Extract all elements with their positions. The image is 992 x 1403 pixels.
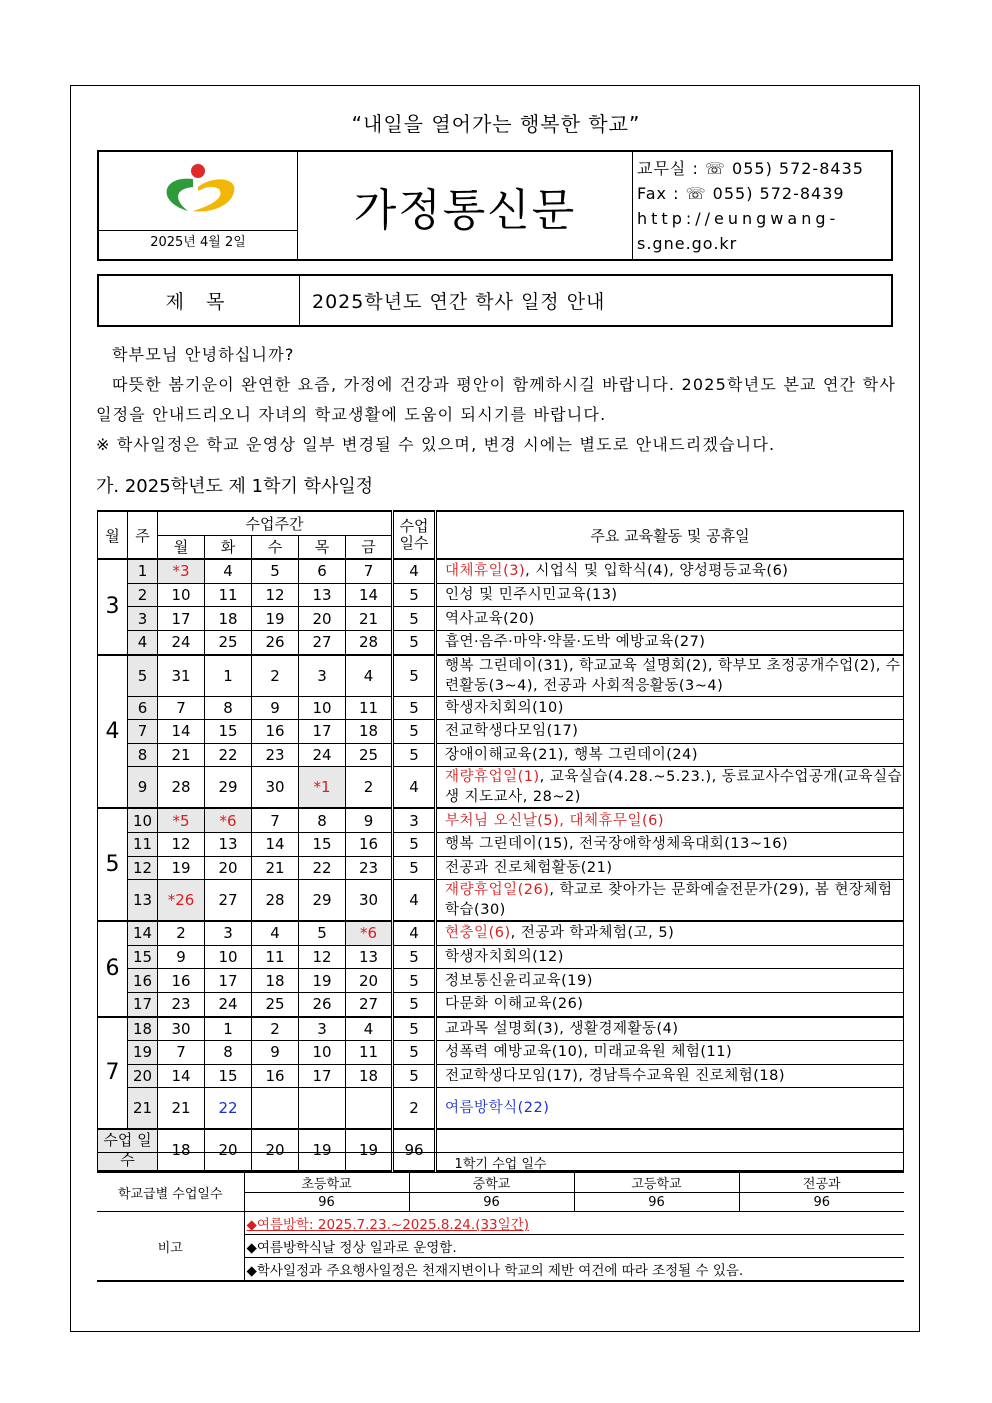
week-number: 6 bbox=[128, 696, 158, 720]
days-high: 96 bbox=[574, 1193, 739, 1212]
date-cell: *6 bbox=[205, 808, 252, 832]
activity-cell bbox=[436, 1088, 904, 1130]
date-cell: 8 bbox=[205, 1041, 252, 1065]
date-cell: *26 bbox=[158, 880, 205, 922]
date-cell: 2 bbox=[252, 655, 299, 697]
date-cell: *5 bbox=[158, 808, 205, 832]
contact-office: 교무실 : ☏ 055) 572-8435 bbox=[637, 158, 864, 178]
date-cell: 4 bbox=[346, 655, 393, 697]
totals-value: 18 bbox=[158, 1129, 205, 1171]
week-number: 17 bbox=[128, 992, 158, 1016]
date-cell: 28 bbox=[252, 880, 299, 922]
date-cell: 29 bbox=[205, 767, 252, 809]
activity-cell bbox=[436, 921, 904, 945]
activity-cell bbox=[436, 1017, 904, 1041]
activity-text: 전교학생다모임(17) bbox=[445, 723, 579, 740]
totals-label: 수업 일수 bbox=[98, 1129, 158, 1171]
activity-cell bbox=[436, 583, 904, 607]
week-number: 11 bbox=[128, 832, 158, 856]
class-days-cell: 5 bbox=[393, 992, 436, 1016]
date-cell: 13 bbox=[346, 945, 393, 969]
date-cell: 11 bbox=[346, 1041, 393, 1065]
schedule-row bbox=[98, 559, 904, 583]
date-cell: 1 bbox=[205, 1017, 252, 1041]
activity-cell bbox=[436, 1064, 904, 1088]
date-cell: 3 bbox=[205, 921, 252, 945]
date-cell: 25 bbox=[346, 743, 393, 767]
class-days-cell: 5 bbox=[393, 856, 436, 880]
date-cell: 17 bbox=[158, 607, 205, 631]
date-cell: 26 bbox=[252, 630, 299, 654]
schedule-row bbox=[98, 1017, 904, 1041]
date-cell: 7 bbox=[346, 559, 393, 583]
date-cell: 23 bbox=[252, 743, 299, 767]
logo-cell bbox=[98, 151, 298, 260]
date-cell: 7 bbox=[158, 1041, 205, 1065]
schedule-row bbox=[98, 880, 904, 922]
date-cell: 12 bbox=[158, 832, 205, 856]
date-cell: 30 bbox=[346, 880, 393, 922]
date-cell: 16 bbox=[252, 720, 299, 744]
week-number: 16 bbox=[128, 969, 158, 993]
date-cell: 4 bbox=[252, 921, 299, 945]
contact-url-2[interactable]: s.gne.go.kr bbox=[637, 233, 738, 253]
date-cell: *1 bbox=[299, 767, 346, 809]
totals-value: 20 bbox=[252, 1129, 299, 1171]
activity-cell bbox=[436, 945, 904, 969]
week-number: 15 bbox=[128, 945, 158, 969]
activity-cell bbox=[436, 720, 904, 744]
date-cell: 18 bbox=[205, 607, 252, 631]
note-vacation bbox=[244, 1212, 904, 1235]
date-cell: 20 bbox=[299, 607, 346, 631]
activity-text: , 전공과 학과체험(고, 5) bbox=[510, 925, 675, 942]
date-cell bbox=[252, 1088, 299, 1130]
section-title: 가. 2025학년도 제 1학기 학사일정 bbox=[96, 476, 374, 497]
date-cell: 22 bbox=[205, 743, 252, 767]
date-cell: 11 bbox=[205, 583, 252, 607]
date-cell: 28 bbox=[346, 630, 393, 654]
activity-text: 전교학생다모임(17), 경남특수교육원 진로체험(18) bbox=[445, 1067, 786, 1084]
schedule-table bbox=[97, 510, 904, 1172]
date-cell: 27 bbox=[346, 992, 393, 1016]
activity-text: 행복 그린데이(15), 전국장애학생체육대회(13~16) bbox=[445, 836, 789, 853]
date-cell: 21 bbox=[346, 607, 393, 631]
week-number: 2 bbox=[128, 583, 158, 607]
week-number: 4 bbox=[128, 630, 158, 654]
level-elementary: 초등학교 bbox=[244, 1173, 409, 1193]
class-days-cell: 3 bbox=[393, 808, 436, 832]
activity-text: 전공과 진로체험활동(21) bbox=[445, 859, 613, 876]
date-cell: 22 bbox=[299, 856, 346, 880]
activity-text: 장애이해교육(21), 행복 그린데이(24) bbox=[445, 747, 698, 764]
date-cell: *6 bbox=[346, 921, 393, 945]
class-days-cell: 5 bbox=[393, 832, 436, 856]
class-days-cell: 4 bbox=[393, 559, 436, 583]
date-cell: 31 bbox=[158, 655, 205, 697]
week-number: 19 bbox=[128, 1041, 158, 1065]
date-cell bbox=[299, 1088, 346, 1130]
header-day-mon: 월 bbox=[158, 535, 205, 559]
activity-text: 인성 및 민주시민교육(13) bbox=[445, 587, 618, 604]
activity-cell bbox=[436, 743, 904, 767]
header-class-weeks: 수업주간 bbox=[158, 511, 393, 535]
date-cell: 12 bbox=[252, 583, 299, 607]
activity-cell bbox=[436, 767, 904, 809]
activity-text: 대체휴일(3) bbox=[445, 563, 526, 580]
activity-text: 교과목 설명회(3), 생활경제활동(4) bbox=[445, 1020, 679, 1037]
date-cell: 5 bbox=[299, 921, 346, 945]
activity-text: 부처님 오신날(5), 대체휴무일(6) bbox=[445, 812, 665, 829]
date-cell: 13 bbox=[205, 832, 252, 856]
date-cell: 7 bbox=[158, 696, 205, 720]
date-cell: 18 bbox=[252, 969, 299, 993]
date-cell: 24 bbox=[299, 743, 346, 767]
schedule-row bbox=[98, 630, 904, 654]
date-cell: 24 bbox=[158, 630, 205, 654]
month-cell: 3 bbox=[98, 559, 128, 654]
date-cell: 21 bbox=[252, 856, 299, 880]
class-days-cell: 4 bbox=[393, 921, 436, 945]
schedule-row bbox=[98, 743, 904, 767]
days-major: 96 bbox=[739, 1193, 904, 1212]
activity-text: 재량휴업일(26) bbox=[445, 882, 550, 899]
activity-cell bbox=[436, 808, 904, 832]
contact-url-1[interactable]: http://eungwang- bbox=[637, 208, 840, 228]
week-number: 8 bbox=[128, 743, 158, 767]
totals-value: 19 bbox=[299, 1129, 346, 1171]
date-cell: 9 bbox=[346, 808, 393, 832]
date-cell: 8 bbox=[205, 696, 252, 720]
intro-body: 따뜻한 봄기운이 완연한 요즘, 가정에 건강과 평안이 함께하시길 바랍니다. 2025학년도 본교 연간 학사 일정을 안내드리오니 자녀의 학교생활에 도움이 되시기를 바랍니다. bbox=[96, 375, 896, 424]
note-label: 비고 bbox=[97, 1212, 244, 1282]
date-cell: 25 bbox=[205, 630, 252, 654]
date-cell: 7 bbox=[252, 808, 299, 832]
header-week: 주 bbox=[128, 511, 158, 559]
schedule-row bbox=[98, 992, 904, 1016]
level-middle: 중학교 bbox=[409, 1173, 574, 1193]
schedule-row bbox=[98, 945, 904, 969]
document-title: 가정통신문 bbox=[298, 151, 633, 260]
date-cell: 18 bbox=[346, 1064, 393, 1088]
week-number: 3 bbox=[128, 607, 158, 631]
date-cell: 10 bbox=[299, 696, 346, 720]
activity-text: 여름방학식(22) bbox=[445, 1100, 550, 1117]
class-days-cell: 5 bbox=[393, 969, 436, 993]
activity-cell bbox=[436, 559, 904, 583]
class-days-cell: 5 bbox=[393, 720, 436, 744]
date-cell: 15 bbox=[299, 832, 346, 856]
date-cell: 16 bbox=[158, 969, 205, 993]
totals-value: 19 bbox=[346, 1129, 393, 1171]
date-cell: 11 bbox=[346, 696, 393, 720]
schedule-row bbox=[98, 696, 904, 720]
class-days-cell: 4 bbox=[393, 880, 436, 922]
header-day-wed: 수 bbox=[252, 535, 299, 559]
week-number: 21 bbox=[128, 1088, 158, 1130]
activity-text: 학생자치회의(12) bbox=[445, 949, 564, 966]
activity-text: 역사교육(20) bbox=[445, 610, 535, 627]
date-cell: 18 bbox=[346, 720, 393, 744]
date-cell: 11 bbox=[252, 945, 299, 969]
date-cell: 30 bbox=[158, 1017, 205, 1041]
activity-text: 학생자치회의(10) bbox=[445, 699, 564, 716]
date-cell: 8 bbox=[299, 808, 346, 832]
intro-greeting: 학부모님 안녕하십니까? bbox=[112, 345, 295, 364]
schedule-row bbox=[98, 832, 904, 856]
activity-cell bbox=[436, 832, 904, 856]
date-cell: 24 bbox=[205, 992, 252, 1016]
date-cell: 2 bbox=[252, 1017, 299, 1041]
note-ceremony: ◆여름방학식날 정상 일과로 운영함. bbox=[244, 1235, 904, 1258]
schedule-row bbox=[98, 607, 904, 631]
date-cell: 15 bbox=[205, 720, 252, 744]
date-cell: *3 bbox=[158, 559, 205, 583]
contact-info bbox=[633, 151, 893, 260]
schedule-row bbox=[98, 767, 904, 809]
date-cell: 14 bbox=[158, 720, 205, 744]
schedule-row bbox=[98, 583, 904, 607]
date-cell: 21 bbox=[158, 743, 205, 767]
intro-notice: ※ 학사일정은 학교 운영상 일부 변경될 수 있으며, 변경 시에는 별도로 안내드리겠습니다. bbox=[96, 435, 776, 454]
date-cell: 10 bbox=[158, 583, 205, 607]
date-cell: 10 bbox=[299, 1041, 346, 1065]
subject-text: 2025학년도 연간 학사 일정 안내 bbox=[300, 275, 893, 326]
date-cell: 4 bbox=[205, 559, 252, 583]
date-cell: 14 bbox=[252, 832, 299, 856]
header-box bbox=[97, 150, 893, 261]
schedule-row bbox=[98, 808, 904, 832]
date-cell: 5 bbox=[252, 559, 299, 583]
activity-cell bbox=[436, 1041, 904, 1065]
header-day-tue: 화 bbox=[205, 535, 252, 559]
activity-text: 정보통신윤리교육(19) bbox=[445, 972, 593, 989]
activity-cell bbox=[436, 696, 904, 720]
week-number: 18 bbox=[128, 1017, 158, 1041]
date-cell: 20 bbox=[346, 969, 393, 993]
date-cell: 20 bbox=[205, 856, 252, 880]
activity-text: 흡연·음주·마약·약물·도박 예방교육(27) bbox=[445, 634, 706, 651]
date-cell: 26 bbox=[299, 992, 346, 1016]
issue-date: 2025년 4월 2일 bbox=[99, 230, 297, 259]
activity-cell bbox=[436, 856, 904, 880]
week-number: 13 bbox=[128, 880, 158, 922]
date-cell: 19 bbox=[299, 969, 346, 993]
date-cell: 1 bbox=[205, 655, 252, 697]
class-days-cell: 5 bbox=[393, 1041, 436, 1065]
date-cell bbox=[346, 1088, 393, 1130]
class-days-cell: 2 bbox=[393, 1088, 436, 1130]
days-middle: 96 bbox=[409, 1193, 574, 1212]
activity-text: 행복 그린데이(31), 학교교육 설명회(2), 학부모 초정공개수업(2), 수련활동(3~4), 전공과 사회적응활동(3~4) bbox=[445, 657, 901, 694]
month-cell: 6 bbox=[98, 921, 128, 1016]
date-cell: 12 bbox=[299, 945, 346, 969]
contact-fax: Fax : ☏ 055) 572-8439 bbox=[637, 183, 845, 203]
school-motto: “내일을 열어가는 행복한 학교” bbox=[351, 112, 641, 136]
schedule-row bbox=[98, 856, 904, 880]
date-cell: 29 bbox=[299, 880, 346, 922]
schedule-row bbox=[98, 969, 904, 993]
date-cell: 4 bbox=[346, 1017, 393, 1041]
week-number: 20 bbox=[128, 1064, 158, 1088]
activity-text: 현충일(6) bbox=[445, 925, 511, 942]
class-days-cell: 5 bbox=[393, 655, 436, 697]
week-number: 14 bbox=[128, 921, 158, 945]
header-activities: 주요 교육활동 및 공휴일 bbox=[436, 511, 904, 559]
intro-text bbox=[96, 340, 896, 460]
date-cell: 14 bbox=[346, 583, 393, 607]
date-cell: 28 bbox=[158, 767, 205, 809]
date-cell: 6 bbox=[299, 559, 346, 583]
date-cell: 17 bbox=[299, 720, 346, 744]
schedule-row bbox=[98, 921, 904, 945]
date-cell: 19 bbox=[252, 607, 299, 631]
header-month: 월 bbox=[98, 511, 128, 559]
month-cell: 5 bbox=[98, 808, 128, 921]
date-cell: 9 bbox=[252, 696, 299, 720]
activity-text: 성폭력 예방교육(10), 미래교육원 체험(11) bbox=[445, 1044, 733, 1061]
date-cell: 14 bbox=[158, 1064, 205, 1088]
class-days-cell: 5 bbox=[393, 743, 436, 767]
date-cell: 27 bbox=[205, 880, 252, 922]
date-cell: 22 bbox=[205, 1088, 252, 1130]
activity-cell bbox=[436, 607, 904, 631]
date-cell: 10 bbox=[205, 945, 252, 969]
totals-sum: 96 bbox=[393, 1129, 436, 1171]
subject-label: 제 목 bbox=[98, 275, 300, 326]
activity-text: , 학교로 찾아가는 문화예술전문가(29), 봄 현장체험학습(30) bbox=[445, 882, 893, 919]
class-days-cell: 5 bbox=[393, 607, 436, 631]
date-cell: 19 bbox=[158, 856, 205, 880]
week-number: 12 bbox=[128, 856, 158, 880]
schedule-row bbox=[98, 720, 904, 744]
date-cell: 23 bbox=[158, 992, 205, 1016]
date-cell: 17 bbox=[299, 1064, 346, 1088]
week-number: 7 bbox=[128, 720, 158, 744]
date-cell: 21 bbox=[158, 1088, 205, 1130]
header-class-days: 수업 일수 bbox=[393, 511, 436, 559]
class-days-cell: 4 bbox=[393, 767, 436, 809]
class-days-cell: 5 bbox=[393, 1017, 436, 1041]
date-cell: 15 bbox=[205, 1064, 252, 1088]
header-day-thu: 목 bbox=[299, 535, 346, 559]
class-days-cell: 5 bbox=[393, 583, 436, 607]
week-number: 10 bbox=[128, 808, 158, 832]
date-cell: 17 bbox=[205, 969, 252, 993]
date-cell: 3 bbox=[299, 1017, 346, 1041]
date-cell: 23 bbox=[346, 856, 393, 880]
date-cell: 25 bbox=[252, 992, 299, 1016]
subject-box bbox=[97, 274, 893, 327]
activity-text: , 시업식 및 입학식(4), 양성평등교육(6) bbox=[525, 563, 789, 580]
schedule-row bbox=[98, 1088, 904, 1130]
month-cell: 4 bbox=[98, 655, 128, 809]
summary-title: 1학기 수업 일수 bbox=[97, 1153, 904, 1173]
summary-table bbox=[97, 1152, 904, 1282]
note-vacation-text: ◆여름방학: 2025.7.23.~2025.8.24.(33일간) bbox=[246, 1217, 529, 1233]
date-cell: 27 bbox=[299, 630, 346, 654]
week-number: 1 bbox=[128, 559, 158, 583]
date-cell: 16 bbox=[252, 1064, 299, 1088]
totals-value: 20 bbox=[205, 1129, 252, 1171]
summary-row-label: 학교급별 수업일수 bbox=[97, 1173, 244, 1212]
date-cell: 2 bbox=[346, 767, 393, 809]
level-high: 고등학교 bbox=[574, 1173, 739, 1193]
note-adjustment: ◆학사일정과 주요행사일정은 천재지변이나 학교의 제반 여건에 따라 조정될 수 있음. bbox=[244, 1258, 904, 1282]
class-days-cell: 5 bbox=[393, 696, 436, 720]
class-days-cell: 5 bbox=[393, 1064, 436, 1088]
activity-cell bbox=[436, 969, 904, 993]
header-day-fri: 금 bbox=[346, 535, 393, 559]
activity-cell bbox=[436, 655, 904, 697]
activity-text: 다문화 이해교육(26) bbox=[445, 996, 584, 1013]
schedule-row bbox=[98, 655, 904, 697]
week-number: 9 bbox=[128, 767, 158, 809]
activity-cell bbox=[436, 992, 904, 1016]
date-cell: 30 bbox=[252, 767, 299, 809]
schedule-row bbox=[98, 1064, 904, 1088]
school-logo-icon bbox=[153, 161, 243, 221]
date-cell: 2 bbox=[158, 921, 205, 945]
level-major: 전공과 bbox=[739, 1173, 904, 1193]
date-cell: 3 bbox=[299, 655, 346, 697]
week-number: 5 bbox=[128, 655, 158, 697]
date-cell: 9 bbox=[252, 1041, 299, 1065]
date-cell: 16 bbox=[346, 832, 393, 856]
activity-text: , 교육실습(4.28.~5.23.), 동료교사수업공개(교육실습생 지도교사, 28~2) bbox=[445, 769, 903, 806]
activity-cell bbox=[436, 630, 904, 654]
date-cell: 13 bbox=[299, 583, 346, 607]
month-cell: 7 bbox=[98, 1017, 128, 1130]
date-cell: 9 bbox=[158, 945, 205, 969]
class-days-cell: 5 bbox=[393, 630, 436, 654]
activity-cell bbox=[436, 880, 904, 922]
activity-text: 재량휴업일(1) bbox=[445, 769, 540, 786]
schedule-row bbox=[98, 1041, 904, 1065]
days-elementary: 96 bbox=[244, 1193, 409, 1212]
class-days-cell: 5 bbox=[393, 945, 436, 969]
